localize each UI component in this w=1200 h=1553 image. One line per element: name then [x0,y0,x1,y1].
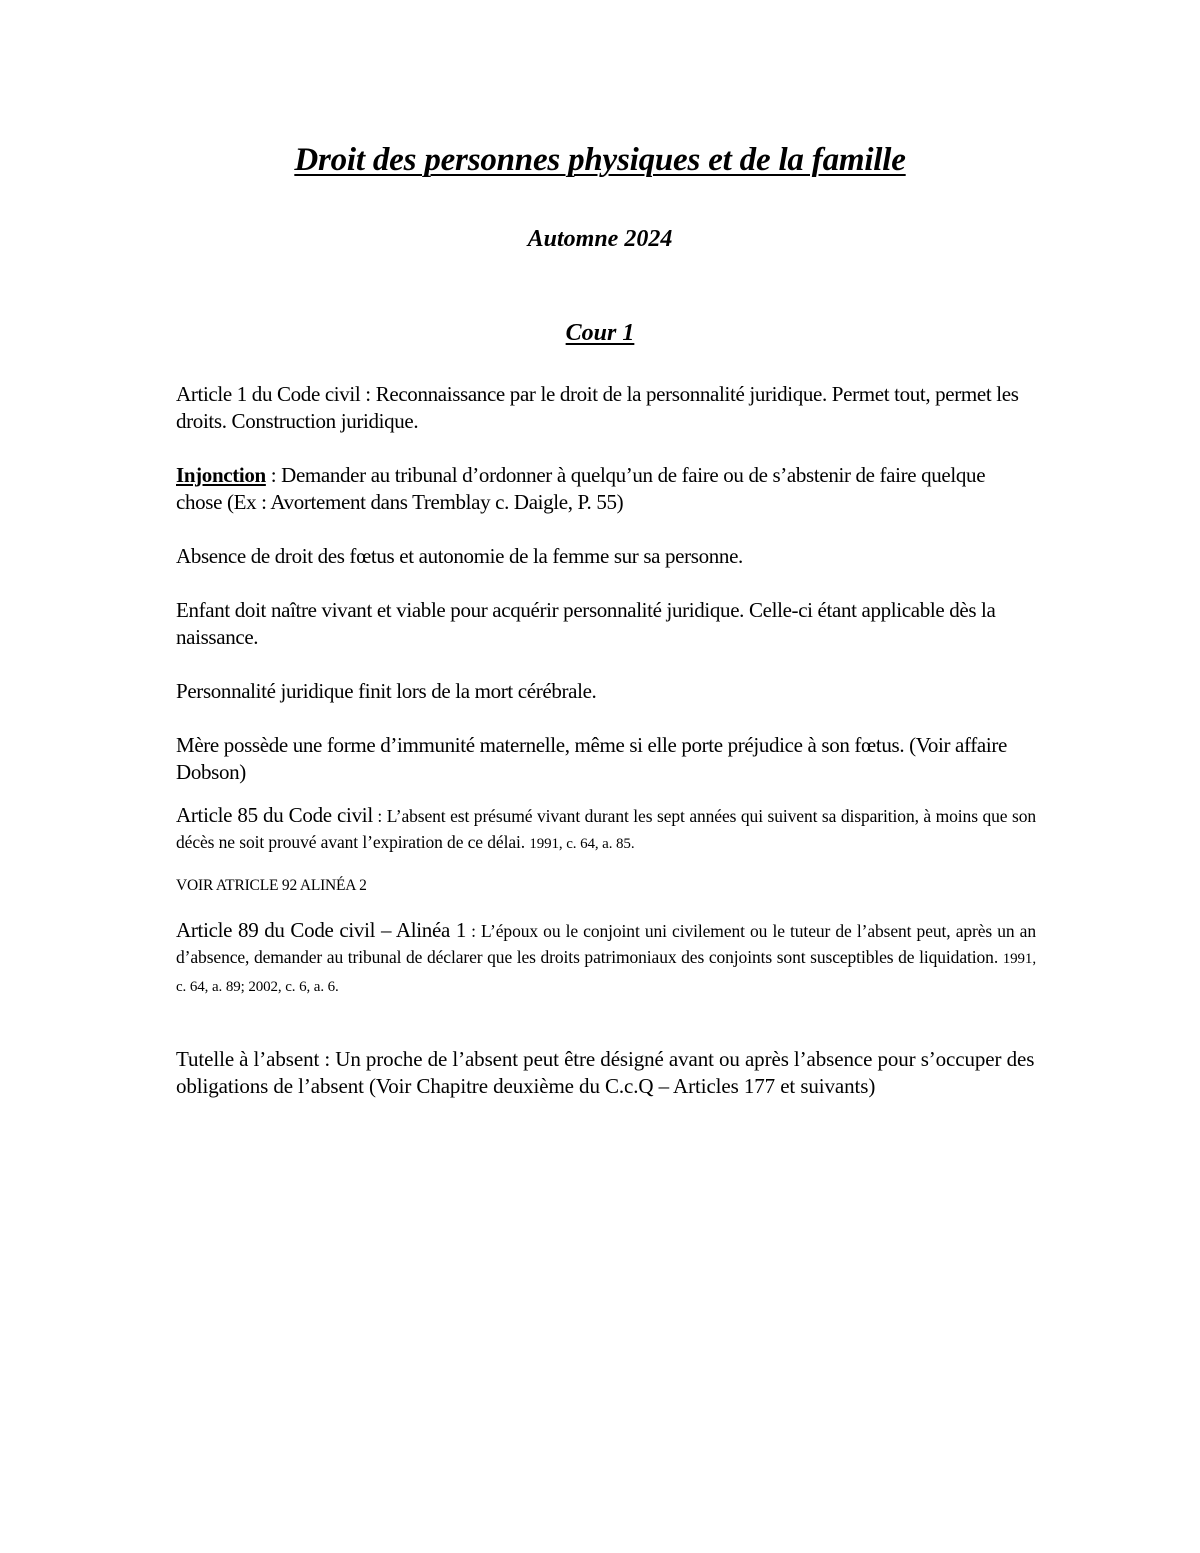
paragraph-article-1 [176,381,1036,435]
paragraph-text: Article 1 du Code civil : Reconnaissance par le droit de la personnalité juridique. Permet tout, permet les droits. Construction juridique. [176,382,1019,433]
paragraph-text: Tutelle à l’absent : Un proche de l’absent peut être désigné avant ou après l’absence pour s’occuper des obligations de l’absent (Voir Chapitre deuxième du C.c.Q – Articles 177 et suivants) [176,1047,1035,1098]
document-body [176,381,1036,1127]
paragraph-injonction [176,462,1036,516]
paragraph-birth [176,597,1036,651]
document-subtitle: Automne 2024 [527,226,673,252]
paragraph-foetus-rights [176,543,1036,570]
paragraph-text: Personnalité juridique finit lors de la mort cérébrale. [176,679,597,703]
note-article-92: VOIR ATRICLE 92 ALINÉA 2 [176,877,367,894]
paragraph-death [176,678,1036,705]
injonction-term: Injonction [176,463,266,487]
document-title: Droit des personnes physiques et de la famille [294,142,906,178]
article-89-head: Article 89 du Code civil – Alinéa 1 [176,918,467,942]
article-85 [176,802,1036,857]
article-85-ref: 1991, c. 64, a. 85. [529,836,635,852]
article-85-head: Article 85 du Code civil [176,803,373,827]
paragraph-tutelle [176,1046,1036,1100]
article-89-text: : L’époux ou le conjoint uni civilement ou le tuteur de l’absent peut, après un an d’absence, demander au tribunal de déclarer que les droits patrimoniaux des conjoints sont susceptibles de liquidation. [176,921,1036,967]
article-85-text: : L’absent est présumé vivant durant les sept années qui suivent sa disparition, à moins que son décès ne soit prouvé avant l’expiration de ce délai. [176,806,1037,852]
paragraph-text: Enfant doit naître vivant et viable pour acquérir personnalité juridique. Celle-ci étant applicable dès la naissance. [176,598,996,649]
paragraph-text: Mère possède une forme d’immunité maternelle, même si elle porte préjudice à son fœtus. (Voir affaire Dobson) [176,733,1007,784]
paragraph-maternal-immunity [176,732,1036,786]
paragraph-text: Absence de droit des fœtus et autonomie de la femme sur sa personne. [176,544,743,568]
article-89-ref: 1991, c. 64, a. 89; 2002, c. 6, a. 6. [176,951,1036,995]
article-89 [176,917,1036,1000]
paragraph-text: : Demander au tribunal d’ordonner à quelqu’un de faire ou de s’abstenir de faire quelque chose (Ex : Avortement dans Tremblay c. Daigle, P. 55) [176,463,986,514]
section-title: Cour 1 [565,320,635,346]
